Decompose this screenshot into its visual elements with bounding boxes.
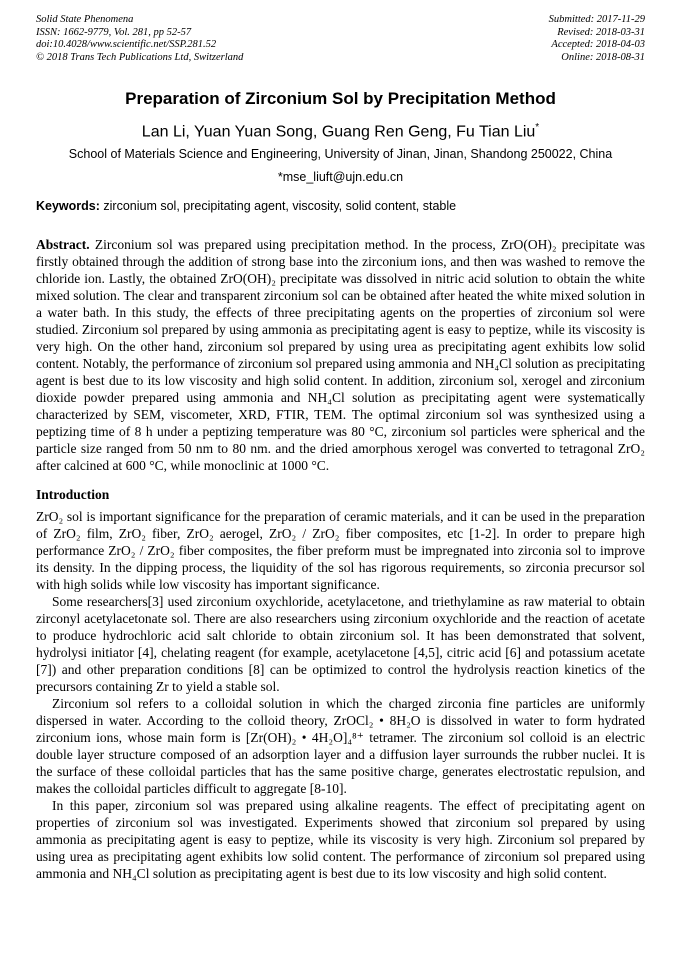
date-submitted: Submitted: 2017-11-29 xyxy=(548,14,645,25)
publication-header xyxy=(36,14,645,64)
date-accepted: Accepted: 2018-04-03 xyxy=(551,39,645,50)
keywords-line xyxy=(36,199,645,214)
abstract-label: Abstract. xyxy=(36,237,90,253)
journal-issn-volume: ISSN: 1662-9779, Vol. 281, pp 52-57 xyxy=(36,26,192,38)
submission-dates xyxy=(549,14,645,64)
affiliation-line: School of Materials Science and Engineering, University of Jinan, Jinan, Shandong 250022, China xyxy=(68,147,613,162)
corresponding-author-marker: * xyxy=(535,122,540,133)
section-heading-introduction: Introduction xyxy=(36,487,110,503)
authors-line xyxy=(36,118,645,141)
keywords-label: Keywords: xyxy=(36,199,100,214)
paper-title: Preparation of Zirconium Sol by Precipitation Method xyxy=(125,89,556,108)
journal-doi: doi:10.4028/www.scientific.net/SSP.281.52 xyxy=(36,39,217,50)
intro-paragraph-3: Zirconium sol refers to a colloidal solution in which the charged zirconia fine particles are uniformly dispersed in water. According to the colloid theory, ZrOCl₂ • 8H₂O is dissolved in water to form hydrated zirconium ions, whose main form is [Zr(OH)₂ • 4H₂O]₄⁸⁺ tetramer. The zirconium sol colloid is an electric double layer structure composed of an adsorption layer and a diffusion layer surrounds the rubber nuclei. It is the surface of these colloidal particles that has the same positive charge, generates electrostatic repulsion, and makes the colloidal particles difficult to aggregate [8-10]. xyxy=(36,696,645,797)
intro-paragraph-1: ZrO₂ sol is important significance for the preparation of ceramic materials, and it can be used in the preparation of ZrO₂ film, ZrO₂ fiber, ZrO₂ aerogel, ZrO₂ / ZrO₂ fiber composites, etc [1-2]. In order to prepare high performance ZrO₂ / ZrO₂ fiber composites, the fiber preform must be impregnated into zirconia sol to improve its density. In the dipping process, the liquidity of the sol has rigorous requirements, so zirconia precursor sol with high solids while low viscosity has important significance. xyxy=(36,509,645,593)
journal-name: Solid State Phenomena xyxy=(36,14,134,25)
journal-copyright: © 2018 Trans Tech Publications Ltd, Switzerland xyxy=(36,51,244,63)
abstract-paragraph xyxy=(36,236,645,474)
intro-paragraph-2: Some researchers[3] used zirconium oxychloride, acetylacetone, and triethylamine as raw material to obtain zirconyl acetylacetonate sol. There are also researchers using zirconium oxychloride and the reaction of acetate to produce hydrochloric acid salt chloride to obtain zirconium sol. It has been demonstrated that solvent, hydrolysi initiator [4], chelating reagent (for example, acetylacetone [4,5], citric acid [6] and potassium acetate [7]) and other preparation conditions [8] can be optimized to control the hydrolysis reaction kinetics of the precursors containing Zr to yield a stable sol. xyxy=(36,594,645,695)
abstract-text: Zirconium sol was prepared using precipitation method. In the process, ZrO(OH)₂ precipitate was firstly obtained through the addition of strong base into the zirconium ions, and then was washed to remove the chloride ion. Lastly, the obtained ZrO(OH)₂ precipitate was dissolved in nitric acid solution to obtain the white mixed solution. The clear and transparent zirconium sol can be obtained after heated the white mixed solution in a water bath. In this study, the effects of three precipitating agents on the properties of zirconium sol were studied. Zirconium sol prepared by using ammonia as precipitating agent is easy to peptize, while its viscosity is very high. On the other hand, zirconium sol prepared by using urea as precipitating agent exhibits low solid content. Notably, the performance of zirconium sol prepared using ammonia and NH₄Cl solution as precipitating agent is best due to its low viscosity and high solid content. In addition, zirconium sol, xerogel and zirconium dioxide powder prepared using ammonia and NH₄Cl solution as precipitating agent were systematically characterized by SEM, viscometer, XRD, FTIR, TEM. The optimal zirconium sol was synthesized using a peptizing time of 8 h under a peptizing temperature was 80 °C, zirconium sol particles were spherical and the particle size ranged from 50 nm to 80 nm. and the dried amorphous xerogel was converted to tetragonal ZrO₂ after calcined at 600 °C, while monoclinic at 1000 °C. xyxy=(36,237,645,474)
corresponding-email: *mse_liuft@ujn.edu.cn xyxy=(277,170,404,185)
date-online: Online: 2018-08-31 xyxy=(561,51,645,63)
keywords-text: zirconium sol, precipitating agent, viscosity, solid content, stable xyxy=(103,199,457,214)
intro-paragraph-4: In this paper, zirconium sol was prepared using alkaline reagents. The effect of precipitating agent on properties of zirconium sol was investigated. Experiments showed that zirconium sol prepared by using ammonia as precipitating agent is easy to peptize, while its viscosity is very high. Zirconium sol prepared by using urea as precipitating agent exhibits low solid content. The performance of zirconium sol prepared using ammonia and NH₄Cl solution as precipitating agent is best due to its low viscosity and high solid content. xyxy=(36,798,645,882)
journal-info xyxy=(36,14,243,64)
date-revised: Revised: 2018-03-31 xyxy=(557,26,645,38)
authors-names: Lan Li, Yuan Yuan Song, Guang Ren Geng, Fu Tian Liu xyxy=(141,123,536,141)
